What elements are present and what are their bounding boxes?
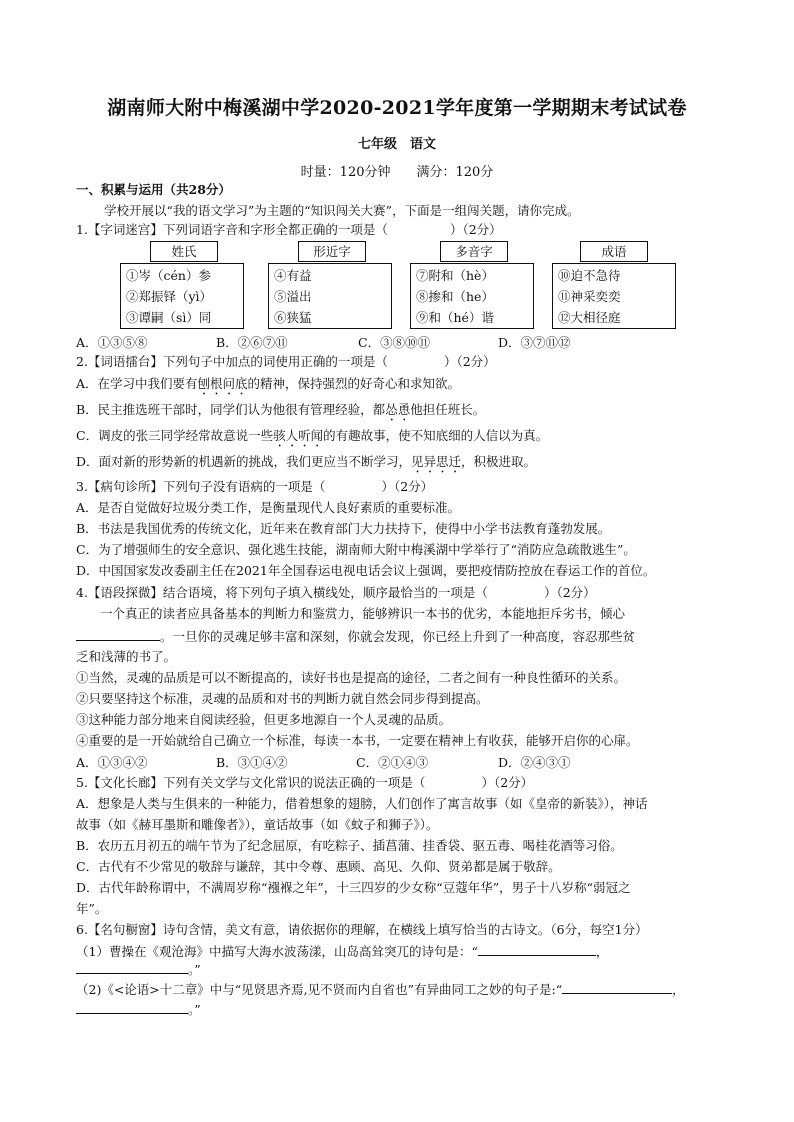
- option-c: C．③⑧⑩⑪: [358, 335, 431, 350]
- word-box: [552, 263, 676, 329]
- word-item: ⑧掺和（he）: [416, 289, 494, 304]
- option-b: B．③①④②: [216, 755, 288, 770]
- option-line: 故事（如《赫耳墨斯和雕像者》），童话故事（如《蚊子和狮子》）。: [76, 817, 439, 832]
- option-text: 他担任班长。: [410, 402, 486, 417]
- passage-line: [76, 627, 635, 645]
- question-points: ）（2分）: [443, 354, 496, 369]
- option-line: B．农历五月初五的端午节为了纪念屈原，有吃粽子、插菖蒲、挂香袋、驱五毒、喝桂花酒等习俗。: [76, 838, 623, 853]
- option-b: B．②⑥⑦⑪: [216, 335, 288, 350]
- question-stem-text: 3.【病句诊所】下列句子没有语病的一项是（: [76, 479, 326, 494]
- exam-title: 湖南师大附中梅溪湖中学2020-2021学年度第一学期期末考试试卷: [107, 97, 687, 119]
- category-label: 形近字: [298, 241, 366, 262]
- question-stem-text: 5.【文化长廊】下列有关文学与文化常识的说法正确的一项是（: [76, 775, 426, 790]
- option-c: C．②①④③: [356, 755, 429, 770]
- option-a: A．①③④②: [76, 755, 148, 770]
- fill-blank[interactable]: [76, 627, 160, 641]
- option-a: [76, 375, 460, 398]
- word-item: ⑩迫不急待: [558, 268, 621, 283]
- passage-line: 一个真正的读者应具备基本的判断力和鉴赏力，能够辨识一本书的优劣，本能地拒斥劣书，倾心: [100, 606, 626, 621]
- question-1-stem: [76, 221, 502, 238]
- word-item: ⑥狭猛: [274, 310, 312, 325]
- question-6-stem: 6.【名句橱窗】诗句含情，美文有意，请依据你的理解，在横线上填写恰当的古诗文。（6分，每空1分）: [76, 922, 648, 937]
- dotted-word: 骇人听闻: [273, 428, 324, 443]
- word-item: ④有益: [274, 268, 312, 283]
- question-2-stem: [76, 353, 496, 370]
- word-item: ①岑（cén）参: [126, 268, 211, 283]
- option-line: 年”。: [76, 901, 108, 916]
- poem-prompt-2-end: [76, 1000, 201, 1018]
- question-stem-text: 2.【词语擂台】下列句子中加点的词使用正确的一项是（: [76, 354, 388, 369]
- option-a: A．①③⑤⑧: [76, 335, 148, 350]
- option-text: B．民主推选班干部时，同学们认为他很有管理经验，都: [76, 402, 386, 417]
- word-item: ⑪神采奕奕: [558, 289, 621, 304]
- sentence-item: ①当然，灵魂的品质是可以不断提高的，读好书也是提高的途径，二者之间有一种良性循环的关系。: [76, 670, 627, 685]
- poem-prompt-2: （2)《<论语>十二章》中与“见贤思齐焉,见不贤而内自省也”有异曲同工之妙的句子是:“ ，: [76, 982, 685, 997]
- time-score: 时量：120分钟 满分：120分: [300, 165, 494, 180]
- category-label: 姓氏: [150, 241, 218, 262]
- option-text: C．调皮的张三同学经常故意说一些: [76, 428, 274, 443]
- option-d: [76, 453, 536, 476]
- option-d: D．③⑦⑪⑫: [498, 335, 571, 350]
- sentence-item: ④重要的是一开始就给自己确立一个标准，每读一本书，一定要在精神上有收获，能够开启你的心扉。: [76, 733, 639, 748]
- question-stem-text: 1.【字词迷宫】下列词语字音和字形全都正确的一项是（: [76, 222, 388, 237]
- word-item: ⑨和（hé）谐: [416, 310, 494, 325]
- word-item: ③谭嗣（sì）同: [126, 310, 212, 325]
- option-a: A．是否自觉做好垃圾分类工作，是衡量现代人良好素质的重要标准。: [76, 500, 461, 515]
- question-points: ）（2分）: [481, 775, 534, 790]
- option-line: C．古代有不少常见的敬辞与谦辞，其中令尊、惠顾、高见、久仰、贤弟都是属于敬辞。: [76, 859, 561, 874]
- question-points: ）（2分）: [381, 479, 434, 494]
- question-4-stem: [76, 584, 596, 601]
- word-item: ⑫大相径庭: [558, 310, 621, 325]
- option-text: ，积极进取。: [461, 454, 537, 469]
- category-label: 成语: [580, 241, 648, 262]
- poem-prompt-1-end: [76, 960, 201, 978]
- word-item: ②郑振铎（yì）: [126, 289, 213, 304]
- fill-blank[interactable]: [76, 1000, 188, 1014]
- option-line: D．古代年龄称谓中，不满周岁称“襁褓之年”，十三四岁的少女称“豆蔻年华”，男子十八岁称“弱冠之: [76, 880, 631, 895]
- fill-blank[interactable]: [76, 960, 188, 974]
- option-line: A．想象是人类与生俱来的一种能力，借着想象的翅膀，人们创作了寓言故事（如《皇帝的新装》），神话: [76, 796, 648, 811]
- question-5-stem: [76, 774, 533, 791]
- dotted-word: 怂恿: [385, 402, 411, 417]
- option-text: 的有趣故事，使不知底细的人信以为真。: [323, 428, 549, 443]
- intro-text: 学校开展以“我的语文学习”为主题的“知识闯关大赛”，下面是一组闯关题，请你完成。: [104, 203, 580, 218]
- grade-subject: 七年级 语文: [357, 137, 436, 152]
- word-box: [410, 263, 534, 329]
- question-3-stem: [76, 478, 433, 495]
- option-b: B．书法是我国优秀的传统文化，近年来在教育部门大力扶持下，使得中小学书法教育蓬勃发展。: [76, 521, 611, 536]
- word-box: [120, 263, 244, 329]
- section-heading: 一、积累与运用（共28分）: [76, 182, 231, 197]
- option-d: D．②④③①: [498, 755, 571, 770]
- passage-line: 乏和浅薄的书了。: [76, 649, 177, 664]
- prompt-text: 。”: [188, 962, 201, 977]
- fill-blank[interactable]: [478, 942, 596, 956]
- sentence-item: ②只要坚持这个标准，灵魂的品质和对书的判断力就自然会同步得到提高。: [76, 691, 489, 706]
- question-points: ）（2分）: [449, 222, 502, 237]
- prompt-text: 。”: [188, 1002, 201, 1017]
- sentence-item: ③这种能力部分地来自阅读经验，但更多地源自一个人灵魂的品质。: [76, 712, 452, 727]
- question-stem-text: 4.【语段探微】结合语境，将下列句子填入横线处，顺序最恰当的一项是（: [76, 585, 488, 600]
- option-text: 的精神，保持强烈的好奇心和求知欲。: [247, 376, 461, 391]
- question-points: ）（2分）: [543, 585, 596, 600]
- word-box: [268, 263, 392, 329]
- word-item: ⑦附和（hè）: [416, 268, 494, 283]
- passage-text: 。一旦你的灵魂足够丰富和深刻，你就会发现，你已经上升到了一种高度，容忍那些贫: [160, 629, 636, 644]
- fill-blank[interactable]: [562, 980, 672, 994]
- option-text: A．在学习中我们要有: [76, 376, 198, 391]
- category-label: 多音字: [440, 241, 508, 262]
- option-d: D．中国国家发改委副主任在2021年全国春运电视电话会议上强调，要把疫情防控放在春运工作的首位。: [76, 563, 656, 578]
- prompt-text: （2)《<论语>十二章》中与“见贤思齐焉,见不贤而内自省也”有异曲同工之妙的句子是:“: [76, 982, 563, 997]
- dotted-word: 见异思迁: [411, 454, 462, 469]
- dotted-word: 刨根问底: [197, 376, 248, 391]
- option-text: D．面对新的形势新的机遇新的挑战，我们更应当不断学习，: [76, 454, 412, 469]
- option-b: [76, 401, 485, 424]
- prompt-text: （1）曹操在《观沧海》中描写大海水波荡漾，山岛高耸突兀的诗句是：“: [76, 944, 478, 959]
- option-c: [76, 427, 548, 450]
- word-item: ⑤溢出: [274, 289, 312, 304]
- option-c: C．为了增强师生的安全意识、强化逃生技能，湖南师大附中梅溪湖中学举行了“消防应急疏散逃生”。: [76, 542, 636, 557]
- poem-prompt-1: （1）曹操在《观沧海》中描写大海水波荡漾，山岛高耸突兀的诗句是：“ ，: [76, 944, 609, 959]
